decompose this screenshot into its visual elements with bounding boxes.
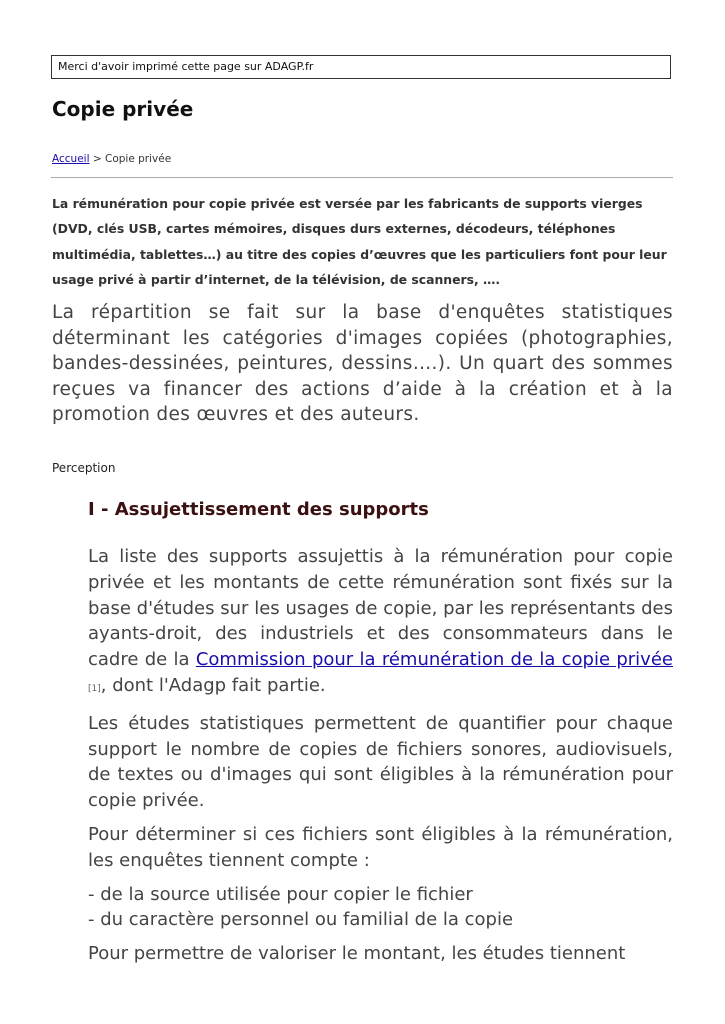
paragraph-1 <box>88 544 673 703</box>
intro-paragraph: La répartition se fait sur la base d'enquêtes statistiques déterminant les catégories d'images copiées (photographies, bandes-dessinées, peintures, dessins….). Un quart des sommes reçues va financer des actions d’aide à la création et à la promotion des œuvres et des auteurs. <box>52 302 673 425</box>
paragraph-1-end: , dont l'Adagp fait partie. <box>100 674 326 696</box>
page-title: Copie privée <box>52 97 194 121</box>
article-body <box>88 544 673 975</box>
breadcrumb-separator: > <box>89 153 105 165</box>
paragraph-2: Les études statistiques permettent de quantifier pour chaque support le nombre de copies de fichiers sonores, audiovisuels, de textes ou d'images qui sont éligibles à la rémunération pour copie privée. <box>88 712 673 812</box>
criteria-list <box>88 882 673 934</box>
paragraph-4: Pour permettre de valoriser le montant, les études tiennent <box>88 943 626 965</box>
paragraph-1-text: La liste des supports assujettis à la rémunération pour copie privée et les montants de cette rémunération sont fixés sur la base d'études sur les usages de copie, par les représentants des ayants-droit, des industriels et des consommateurs dans le cadre de la <box>88 546 673 671</box>
divider <box>51 177 673 178</box>
footnote-ref[interactable]: [1] <box>88 683 101 694</box>
section-heading: I - Assujettissement des supports <box>88 499 429 520</box>
list-item: - de la source utilisée pour copier le fichier <box>88 883 473 905</box>
lead-paragraph: La rémunération pour copie privée est versée par les fabricants de supports vierges (DVD, clés USB, cartes mémoires, disques durs externes, décodeurs, téléphones multimédia, tablettes…) au titre des copies d’œuvres que les particuliers font pour leur usage privé à partir d’internet, de la télévision, de scanners, …. <box>52 196 667 287</box>
print-notice: Merci d'avoir imprimé cette page sur ADAGP.fr <box>51 55 671 79</box>
section-label: Perception <box>52 461 116 475</box>
list-item: - du caractère personnel ou familial de la copie <box>88 909 514 931</box>
breadcrumb-home-link[interactable]: Accueil <box>52 153 90 165</box>
breadcrumb-current: Copie privée <box>104 153 172 165</box>
paragraph-3: Pour déterminer si ces fichiers sont éligibles à la rémunération, les enquêtes tiennent compte : <box>88 823 673 871</box>
commission-link[interactable]: Commission pour la rémunération de la copie privée <box>195 649 673 671</box>
breadcrumb <box>52 152 171 166</box>
